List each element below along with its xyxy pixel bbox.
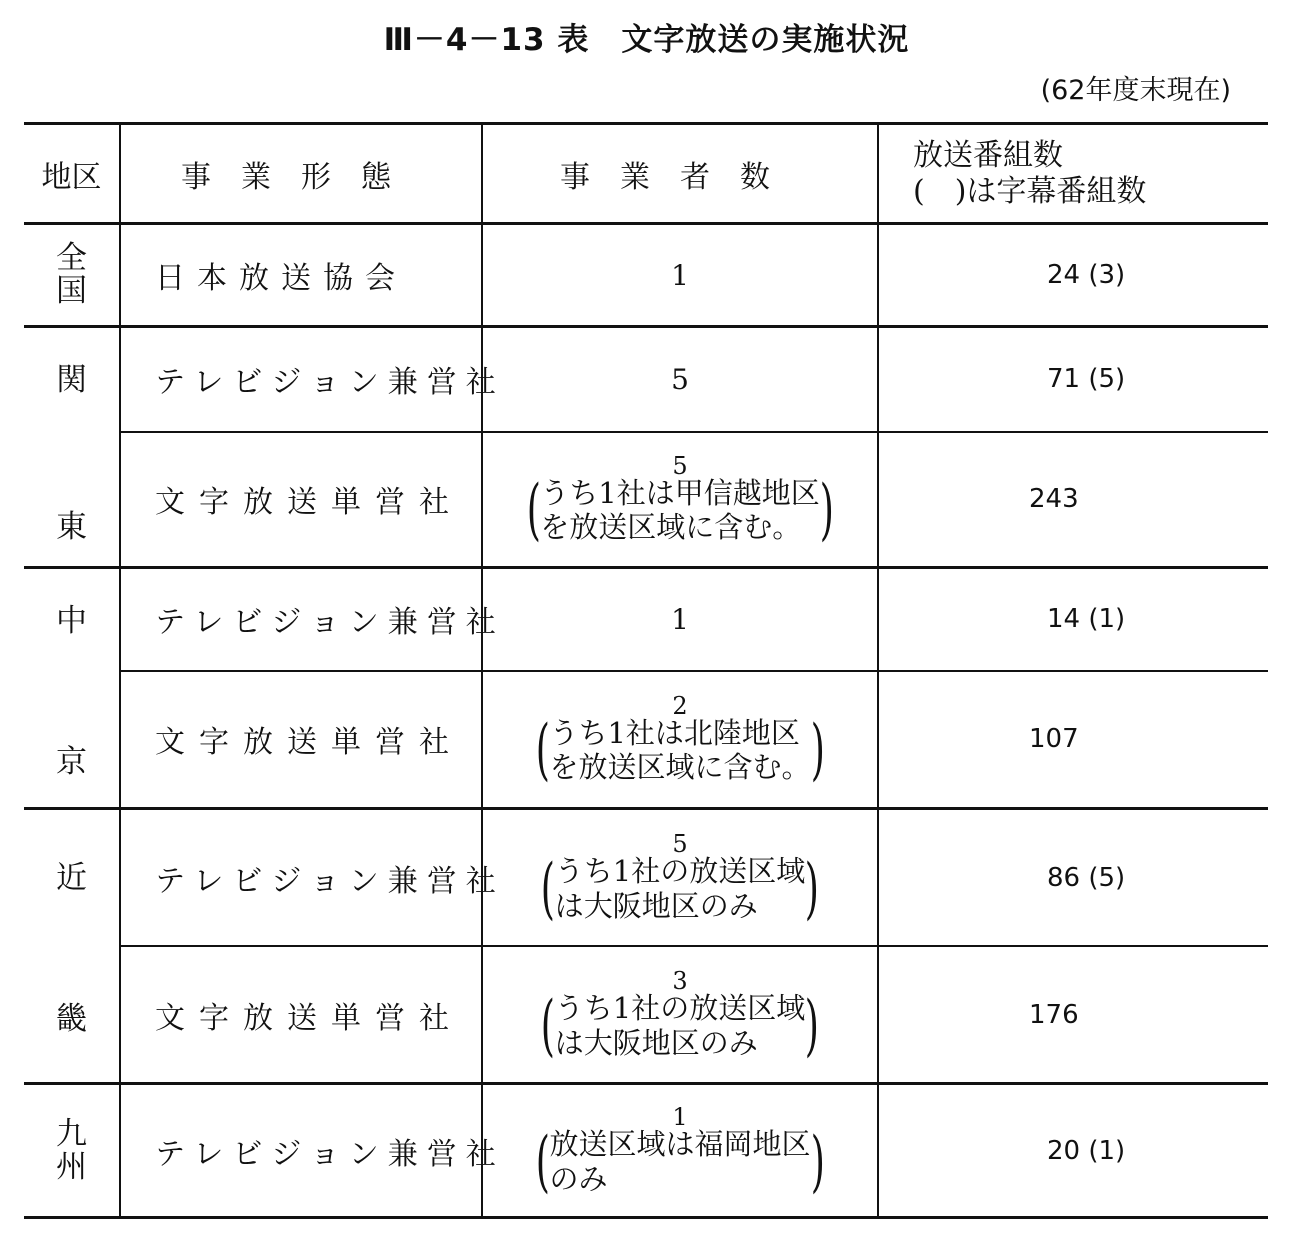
count-value: 2 (672, 692, 688, 721)
count-cell (482, 432, 878, 568)
paren-close: ) (819, 471, 834, 549)
region-cell (24, 224, 120, 327)
count-note (540, 986, 820, 1064)
paren-open: ( (535, 711, 550, 789)
header-type-label: 事業形態 (181, 159, 421, 195)
type-label: 文字放送単営社 (155, 1000, 463, 1036)
header-programs-line1: 放送番組数 (913, 138, 1063, 174)
count-value: 5 (672, 452, 688, 481)
type-label: テレビジョン兼営社 (155, 365, 505, 401)
region-cell (24, 809, 120, 1084)
programs-cell (878, 327, 1268, 432)
programs-value: 243 (1029, 484, 1079, 515)
programs-cell (878, 432, 1268, 568)
type-label: テレビジョン兼営社 (155, 605, 505, 641)
type-label: 文字放送単営社 (155, 725, 463, 761)
table-row (24, 946, 1268, 1084)
region-label: 九 (56, 1115, 87, 1152)
programs-cell (878, 1084, 1268, 1218)
note-line: を放送区域に含む。 (549, 750, 811, 785)
header-count-label: 事業者数 (560, 159, 800, 195)
table-row (24, 671, 1268, 809)
note-line: は大阪地区のみ (554, 888, 758, 923)
type-cell (120, 224, 482, 327)
header-region (24, 124, 120, 224)
region-label: 東 (56, 509, 87, 546)
paren-close: ) (805, 849, 820, 927)
type-label: 文字放送単営社 (155, 485, 463, 521)
type-cell (120, 809, 505, 947)
header-programs-line2: ( )は字幕番組数 (913, 173, 1147, 209)
type-cell (120, 671, 482, 809)
paren-close: ) (810, 711, 825, 789)
region-label: 近 (56, 860, 87, 896)
count-cell (482, 1084, 878, 1218)
count-cell (482, 809, 878, 947)
type-cell (120, 1084, 505, 1218)
region-label: 州 (56, 1148, 87, 1185)
count-value: 3 (672, 967, 688, 996)
count-cell (482, 946, 878, 1084)
note-line: は大阪地区のみ (554, 1025, 758, 1060)
paren-open: ( (526, 471, 541, 549)
paren-close: ) (805, 986, 820, 1064)
type-label: 日本放送協会 (155, 261, 407, 296)
count-cell: 1 (482, 224, 878, 327)
count-cell: 5 (482, 327, 878, 432)
region-label: 関 (56, 362, 87, 398)
table-row (24, 809, 1268, 947)
paren-open: ( (535, 1122, 550, 1200)
type-label: テレビジョン兼営社 (155, 863, 505, 899)
table-row (24, 327, 1268, 432)
header-type (120, 124, 482, 224)
note-line: うち1社は北陸地区 (549, 716, 800, 751)
header-count (482, 124, 878, 224)
table-row (24, 432, 1268, 568)
header-row (24, 124, 1268, 224)
paren-close: ) (810, 1122, 825, 1200)
count-value: 1 (672, 1103, 688, 1132)
region-label: 中 (56, 603, 87, 639)
table-row (24, 224, 1268, 327)
paren-open: ( (540, 849, 555, 927)
programs-value: 86 (5) (1047, 862, 1126, 893)
table-title: Ⅲ－4－13 表 文字放送の実施状況 (383, 22, 910, 58)
note-line: のみ (549, 1161, 608, 1196)
count-note (526, 471, 834, 549)
region-label: 全 (56, 240, 87, 277)
type-cell (120, 946, 482, 1084)
count-note (535, 1122, 825, 1200)
region-label: 国 (56, 273, 87, 309)
note-line: うち1社の放送区域 (554, 854, 806, 889)
programs-cell (878, 568, 1268, 671)
note-line: を放送区域に含む。 (540, 510, 802, 545)
count-cell: 1 (482, 568, 878, 671)
type-label: テレビジョン兼営社 (155, 1136, 505, 1172)
table-row (24, 568, 1268, 671)
count-note (535, 711, 825, 789)
paren-open: ( (540, 986, 555, 1064)
programs-cell (878, 809, 1268, 947)
count-cell (482, 671, 878, 809)
programs-value: 176 (1029, 999, 1079, 1030)
region-label: 畿 (56, 1001, 87, 1038)
count-value: 5 (672, 830, 688, 859)
header-programs (878, 124, 1268, 224)
programs-value: 24 (3) (1047, 260, 1126, 290)
programs-cell (878, 946, 1268, 1084)
region-cell (24, 327, 120, 568)
type-cell (120, 327, 505, 432)
programs-value: 107 (1029, 724, 1079, 755)
region-label: 京 (56, 744, 87, 781)
programs-cell (878, 671, 1268, 809)
table-row (24, 1084, 1268, 1218)
count-note (540, 849, 820, 927)
note-line: うち1社の放送区域 (554, 991, 806, 1026)
programs-value: 14 (1) (1047, 604, 1126, 635)
programs-value: 71 (5) (1047, 364, 1126, 395)
type-cell (120, 568, 505, 671)
type-cell (120, 432, 482, 568)
region-cell (24, 1084, 120, 1218)
programs-cell (878, 224, 1268, 327)
broadcast-table (24, 122, 1268, 1219)
note-line: 放送区域は福岡地区 (549, 1127, 811, 1162)
header-region-label: 地区 (41, 159, 102, 195)
as-of-note: (62年度末現在) (1040, 75, 1231, 106)
note-line: うち1社は甲信越地区 (540, 476, 820, 511)
region-cell (24, 568, 120, 809)
programs-value: 20 (1) (1047, 1135, 1126, 1166)
